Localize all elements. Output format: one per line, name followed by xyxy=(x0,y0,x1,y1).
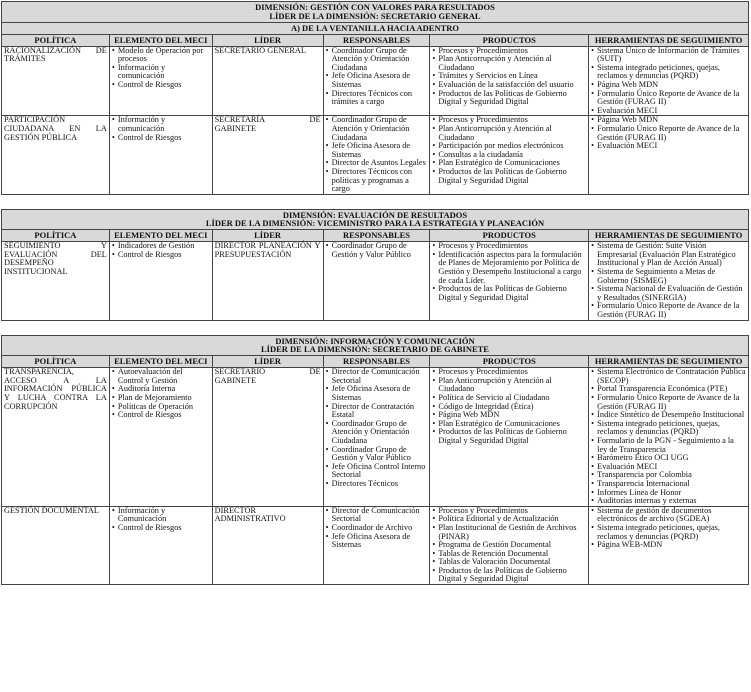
list-item: • Transparencia por Colombia xyxy=(591,471,746,480)
list-item: • Control de Riesgos xyxy=(112,134,210,143)
list-item: • Transparencia Internacional xyxy=(591,480,746,489)
list-item: • Director de Comunicación Sectorial xyxy=(326,507,428,524)
list-item: • Directores Técnicos xyxy=(326,480,428,489)
cell-elemento xyxy=(109,506,212,584)
cell-elemento-list xyxy=(112,47,210,90)
cell-responsables-list xyxy=(326,507,428,550)
cell-productos-list xyxy=(432,116,586,185)
list-item: • Programa de Gestión Documental xyxy=(432,541,586,550)
list-item: • Control de Riesgos xyxy=(112,411,210,420)
section-table-evaluacion-resultados xyxy=(1,209,749,321)
cell-politica: PARTICIPACIÓN CIUDADANA EN LA GESTIÓN PÚBLICA xyxy=(2,116,110,194)
list-item: • Sistema de Gestión: Suite Visión Empresarial (Evaluación Plan Estratégico Institucional y Plan de Acción Anual) xyxy=(591,242,746,268)
list-item: • Plan de Mejoramiento xyxy=(112,394,210,403)
list-item: • Consultas a la ciudadanía xyxy=(432,151,586,160)
list-item: • Sistema de gestión de documentos electrónicos de archivo (SGDEA) xyxy=(591,507,746,524)
column-header-row xyxy=(2,34,749,46)
list-item: • Página WEB-MDN xyxy=(591,541,746,550)
header-productos: PRODUCTOS xyxy=(430,230,589,242)
list-item: • Coordinador Grupo de Gestión y Valor Público xyxy=(326,242,428,259)
cell-responsables xyxy=(323,506,430,584)
list-item: • Evaluación MECI xyxy=(591,107,746,116)
cell-herramientas xyxy=(589,368,749,507)
header-herramientas: HERRAMIENTAS DE SEGUIMIENTO xyxy=(589,34,749,46)
list-item: • Información y comunicación xyxy=(112,116,210,133)
list-item: • Productos de las Políticas de Gobierno Digital y Seguridad Digital xyxy=(432,90,586,107)
dimension-title: DIMENSIÓN: GESTIÓN CON VALORES PARA RESULTADOS xyxy=(255,2,495,12)
cell-elemento-list xyxy=(112,507,210,533)
list-item: • Página Web MDN xyxy=(432,411,586,420)
list-item: • Información y comunicación xyxy=(112,64,210,81)
cell-elemento xyxy=(109,368,212,507)
list-item: • Coordinador Grupo de Atención y Orientación Ciudadana xyxy=(326,420,428,446)
column-header-row xyxy=(2,356,749,368)
list-item: • Productos de las Políticas de Gobierno Digital y Seguridad Digital xyxy=(432,567,586,584)
list-item: • Control de Riesgos xyxy=(112,251,210,260)
cell-responsables-list xyxy=(326,368,428,488)
section-table-gestion-valores xyxy=(1,1,749,195)
list-item: • Evaluación MECI xyxy=(591,142,746,151)
list-item: • Autoevaluación del Control y Gestión xyxy=(112,368,210,385)
document-page xyxy=(1,1,749,585)
column-header-row xyxy=(2,230,749,242)
list-item: • Control de Riesgos xyxy=(112,81,210,90)
cell-productos-list xyxy=(432,242,586,302)
list-item: • Portal Transparencia Económica (PTE) xyxy=(591,385,746,394)
cell-responsables xyxy=(323,242,430,320)
cell-herramientas-list xyxy=(591,507,746,550)
list-item: • Tablas de Valoración Documental xyxy=(432,558,586,567)
table-row xyxy=(2,368,749,507)
table-row xyxy=(2,116,749,194)
table-row xyxy=(2,506,749,584)
list-item: • Tablas de Retención Documental xyxy=(432,550,586,559)
section-subtitle: A) DE LA VENTANILLA HACIA ADENTRO xyxy=(2,22,749,34)
list-item: • Trámites y Servicios en Línea xyxy=(432,72,586,81)
header-herramientas: HERRAMIENTAS DE SEGUIMIENTO xyxy=(589,356,749,368)
list-item: • Formulario de la PGN - Seguimiento a la ley de Transparencia xyxy=(591,437,746,454)
list-item: • Sistema de Seguimiento a Metas de Gobierno (SISMEG) xyxy=(591,268,746,285)
list-item: • Director de Contratación Estatal xyxy=(326,403,428,420)
list-item: • Evaluación de la satisfacción del usuario xyxy=(432,81,586,90)
header-responsables: RESPONSABLES xyxy=(323,34,430,46)
cell-productos xyxy=(430,46,589,116)
dimension-title: DIMENSIÓN: EVALUACIÓN DE RESULTADOS xyxy=(282,209,468,220)
list-item: • Sistema Electrónico de Contratación Pública (SECOP) xyxy=(591,368,746,385)
list-item: • Página Web MDN xyxy=(591,116,746,125)
cell-politica: TRANSPARENCIA, ACCESO A LA INFORMACIÓN PÚBLICA Y LUCHA CONTRA LA CORRUPCIÓN xyxy=(2,368,110,507)
header-lider: LÍDER xyxy=(212,34,323,46)
list-item: • Formulario Único Reporte de Avance de la Gestión (FURAG II) xyxy=(591,125,746,142)
cell-productos-list xyxy=(432,47,586,107)
cell-productos-list xyxy=(432,507,586,584)
section-rows xyxy=(2,46,749,194)
list-item: • Sistema Nacional de Evaluación de Gestión y Resultados (SINERGIA) xyxy=(591,285,746,302)
cell-responsables-list xyxy=(326,47,428,107)
cell-responsables xyxy=(323,46,430,116)
list-item: • Plan Institucional de Gestión de Archivos (PINAR) xyxy=(432,524,586,541)
list-item: • Informes Línea de Honor xyxy=(591,489,746,498)
cell-elemento-list xyxy=(112,242,210,259)
list-item: • Indicadores de Gestión xyxy=(112,242,210,251)
dimension-leader: LÍDER DE LA DIMENSIÓN: SECRETARIO GENERAL xyxy=(269,10,481,21)
list-item: • Coordinador Grupo de Gestión y Valor Público xyxy=(326,446,428,463)
list-item: • Jefe Oficina Asesora de Sistemas xyxy=(326,385,428,402)
cell-herramientas-list xyxy=(591,116,746,150)
header-politica: POLÍTICA xyxy=(2,230,110,242)
list-item: • Directores Técnicos con políticas y programas a cargo xyxy=(326,168,428,194)
list-item: • Director de Comunicación Sectorial xyxy=(326,368,428,385)
cell-productos-list xyxy=(432,368,586,445)
list-item: • Control de Riesgos xyxy=(112,524,210,533)
cell-elemento xyxy=(109,242,212,320)
list-item: • Plan Anticorrupción y Atención al Ciudadano xyxy=(432,125,586,142)
list-item: • Coordinador Grupo de Atención y Orientación Ciudadana xyxy=(326,116,428,142)
list-item: • Código de Integridad (Ética) xyxy=(432,403,586,412)
header-responsables: RESPONSABLES xyxy=(323,356,430,368)
list-item: • Políticas de Operación xyxy=(112,403,210,412)
header-politica: POLÍTICA xyxy=(2,34,110,46)
table-row xyxy=(2,242,749,320)
list-item: • Barómetro Ético OCI UGG xyxy=(591,454,746,463)
header-elemento: ELEMENTO DEL MECI xyxy=(109,34,212,46)
cell-lider: SECRETARIO DE GABINETE xyxy=(212,368,323,507)
list-item: • Auditorías internas y externas xyxy=(591,497,746,506)
cell-herramientas-list xyxy=(591,242,746,319)
list-item: • Procesos y Procedimientos xyxy=(432,116,586,125)
header-productos: PRODUCTOS xyxy=(430,34,589,46)
cell-herramientas xyxy=(589,46,749,116)
cell-responsables xyxy=(323,368,430,507)
header-responsables: RESPONSABLES xyxy=(323,230,430,242)
header-elemento: ELEMENTO DEL MECI xyxy=(109,230,212,242)
cell-lider: DIRECTOR PLANEACIÓN Y PRESUPUESTACIÓN xyxy=(212,242,323,320)
cell-elemento xyxy=(109,46,212,116)
list-item: • Plan Estratégico de Comunicaciones xyxy=(432,159,586,168)
cell-responsables-list xyxy=(326,116,428,193)
list-item: • Sistema integrado peticiones, quejas, reclamos y denuncias (PQRD) xyxy=(591,64,746,81)
list-item: • Procesos y Procedimientos xyxy=(432,47,586,56)
cell-productos xyxy=(430,242,589,320)
list-item: • Director de Asuntos Legales xyxy=(326,159,428,168)
list-item: • Coordinador de Archivo xyxy=(326,524,428,533)
cell-productos xyxy=(430,506,589,584)
list-item: • Plan Anticorrupción y Atención al Ciudadano xyxy=(432,377,586,394)
table-row xyxy=(2,46,749,116)
header-politica: POLÍTICA xyxy=(2,356,110,368)
cell-lider: DIRECTOR ADMINISTRATIVO xyxy=(212,506,323,584)
cell-responsables-list xyxy=(326,242,428,259)
list-item: • Índice Sintético de Desempeño Institucional xyxy=(591,411,746,420)
list-item: • Sistema Único de Información de Trámites (SUIT) xyxy=(591,47,746,64)
dimension-leader: LÍDER DE LA DIMENSIÓN: SECRETARIO DE GABINETE xyxy=(261,344,489,355)
list-item: • Procesos y Procedimientos xyxy=(432,242,586,251)
cell-herramientas xyxy=(589,506,749,584)
cell-productos xyxy=(430,116,589,194)
header-lider: LÍDER xyxy=(212,356,323,368)
list-item: • Identificación aspectos para la formulación de Planes de Mejoramiento por Política de Gestión y Desempeño Institucional a cargo de cada Líder. xyxy=(432,251,586,285)
list-item: • Participación por medios electrónicos xyxy=(432,142,586,151)
list-item: • Política Editorial y de Actualización xyxy=(432,515,586,524)
dimension-leader: LÍDER DE LA DIMENSIÓN: VICEMINISTRO PARA LA ESTRATEGIA Y PLANEACIÓN xyxy=(205,218,545,229)
list-item: • Productos de las Políticas de Gobierno Digital y Seguridad Digital xyxy=(432,168,586,185)
list-item: • Procesos y Procedimientos xyxy=(432,368,586,377)
list-item: • Sistema integrado peticiones, quejas, reclamos y denuncias (PQRD) xyxy=(591,420,746,437)
list-item: • Procesos y Procedimientos xyxy=(432,507,586,516)
list-item: • Jefe Oficina Asesora de Sistemas xyxy=(326,72,428,89)
header-productos: PRODUCTOS xyxy=(430,356,589,368)
cell-lider: SECRETARÍA DE GABINETE xyxy=(212,116,323,194)
section-title-row xyxy=(2,209,749,230)
cell-politica: SEGUIMIENTO Y EVALUACIÓN DEL DESEMPEÑO INSTITUCIONAL xyxy=(2,242,110,320)
cell-elemento xyxy=(109,116,212,194)
dimension-title: DIMENSIÓN: INFORMACIÓN Y COMUNICACIÓN xyxy=(275,335,475,346)
list-item: • Modelo de Operación por procesos xyxy=(112,47,210,64)
list-item: • Formulario Único Reporte de Avance de la Gestión (FURAG II) xyxy=(591,90,746,107)
cell-herramientas-list xyxy=(591,47,746,116)
cell-responsables xyxy=(323,116,430,194)
header-lider: LÍDER xyxy=(212,230,323,242)
list-item: • Sistema integrado peticiones, quejas, reclamos y denuncias (PQRD) xyxy=(591,524,746,541)
cell-elemento-list xyxy=(112,368,210,420)
section-title-row xyxy=(2,2,749,23)
list-item: • Página Web MDN xyxy=(591,81,746,90)
section-rows xyxy=(2,242,749,320)
list-item: • Jefe Oficina Asesora de Sistemas xyxy=(326,533,428,550)
list-item: • Evaluación MECI xyxy=(591,463,746,472)
cell-herramientas xyxy=(589,242,749,320)
cell-herramientas xyxy=(589,116,749,194)
list-item: • Coordinador Grupo de Atención y Orientación Ciudadana xyxy=(326,47,428,73)
list-item: • Información y Comunicación xyxy=(112,507,210,524)
header-herramientas: HERRAMIENTAS DE SEGUIMIENTO xyxy=(589,230,749,242)
cell-productos xyxy=(430,368,589,507)
section-rows xyxy=(2,368,749,585)
cell-herramientas-list xyxy=(591,368,746,506)
list-item: • Plan Anticorrupción y Atención al Ciudadano xyxy=(432,55,586,72)
section-title-row xyxy=(2,335,749,356)
header-elemento: ELEMENTO DEL MECI xyxy=(109,356,212,368)
cell-elemento-list xyxy=(112,116,210,142)
list-item: • Formulario Único Reporte de Avance de la Gestión (FURAG II) xyxy=(591,394,746,411)
list-item: • Jefe Oficina Asesora de Sistemas xyxy=(326,142,428,159)
list-item: • Directores Técnicos con trámites a cargo xyxy=(326,90,428,107)
list-item: • Política de Servicio al Ciudadano xyxy=(432,394,586,403)
list-item: • Plan Estratégico de Comunicaciones xyxy=(432,420,586,429)
cell-politica: GESTIÓN DOCUMENTAL xyxy=(2,506,110,584)
list-item: • Productos de las Políticas de Gobierno Digital y Seguridad Digital xyxy=(432,428,586,445)
cell-lider: SECRETARIO GENERAL xyxy=(212,46,323,116)
list-item: • Formulario Único Reporte de Avance de la Gestión (FURAG II) xyxy=(591,302,746,319)
section-subtitle-row xyxy=(2,22,749,34)
list-item: • Jefe Oficina Control Interno Sectorial xyxy=(326,463,428,480)
list-item: • Auditoría Interna xyxy=(112,385,210,394)
cell-politica: RACIONALIZACIÓN DE TRÁMITES xyxy=(2,46,110,116)
section-table-informacion-comunicacion xyxy=(1,335,749,585)
list-item: • Productos de las Políticas de Gobierno Digital y Seguridad Digital xyxy=(432,285,586,302)
